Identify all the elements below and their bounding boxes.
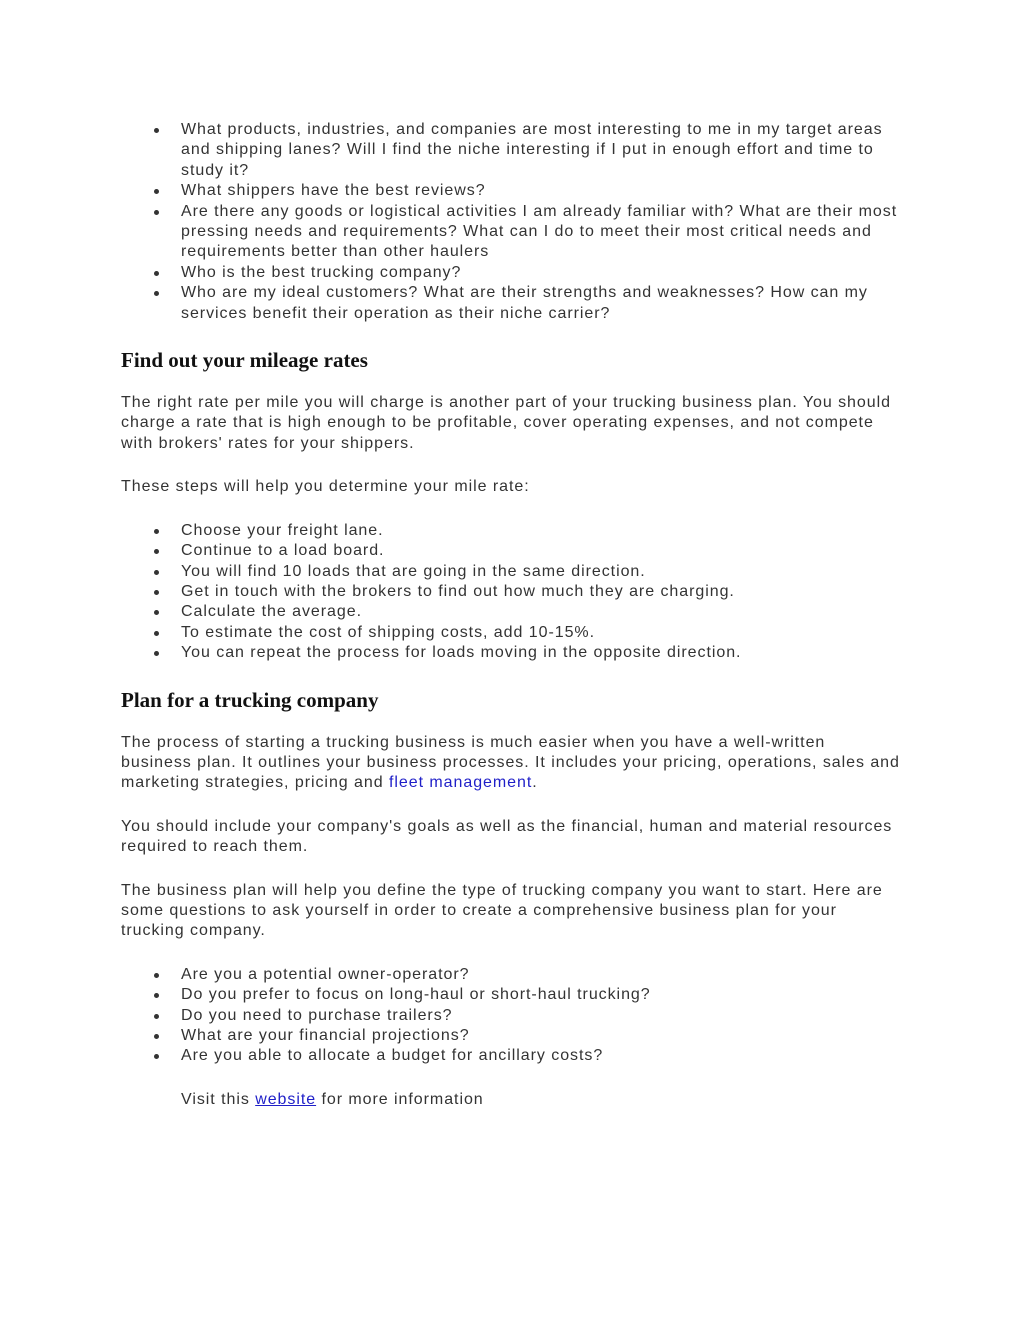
list-item-text: You can repeat the process for loads moving in the opposite direction. xyxy=(181,644,742,662)
list-item xyxy=(121,965,901,985)
list-item xyxy=(121,1046,901,1066)
paragraph-company-goals: You should include your company's goals as well as the financial, human and material resources required to reach them. xyxy=(121,817,893,856)
bullet-icon xyxy=(154,570,159,575)
bullet-icon xyxy=(154,529,159,534)
list-item-text: Calculate the average. xyxy=(181,603,363,621)
list-item-text: What are your financial projections? xyxy=(181,1027,470,1044)
visit-suffix: for more information xyxy=(316,1090,484,1108)
list-item xyxy=(121,541,901,561)
list-item xyxy=(121,120,901,181)
paragraph-text: The process of starting a trucking business is much easier when you have a well-written business plan. It outlines your business processes. It includes your pricing, operations, sales and marketing strategies, pricing and xyxy=(121,733,900,792)
list-item-text: Are you able to allocate a budget for ancillary costs? xyxy=(181,1047,604,1065)
paragraph-define-company: The business plan will help you define the type of trucking company you want to start. Here are some questions to ask yourself in order to create a comprehensive business plan for your trucking company. xyxy=(121,881,883,940)
list-item-text: Do you prefer to focus on long-haul or short-haul trucking? xyxy=(181,986,651,1004)
list-item xyxy=(121,181,901,201)
bullet-icon xyxy=(154,1034,159,1039)
bullet-icon xyxy=(154,291,159,296)
bullet-icon xyxy=(154,128,159,133)
list-item xyxy=(121,1006,901,1026)
list-item xyxy=(121,202,901,263)
list-item-text: To estimate the cost of shipping costs, add 10-15%. xyxy=(181,623,595,641)
list-item-text: Get in touch with the brokers to find out how much they are charging. xyxy=(181,582,735,600)
list-item xyxy=(121,283,901,324)
list-item-text: Choose your freight lane. xyxy=(181,521,384,539)
questions-list-niche xyxy=(121,120,901,324)
list-item xyxy=(121,562,901,582)
list-item-text: What products, industries, and companies are most interesting to me in my target areas and shipping lanes? Will I find the niche interesting if I put in enough effort and time to study it? xyxy=(181,121,883,179)
list-item-text: Are you a potential owner-operator? xyxy=(181,965,470,983)
paragraph-rate-per-mile: The right rate per mile you will charge is another part of your trucking business plan. You should charge a rate that is high enough to be profitable, cover operating expenses, and not compete with brokers' rates for your shippers. xyxy=(121,394,891,452)
list-item-text: Who are my ideal customers? What are their strengths and weaknesses? How can my services benefit their operation as their niche carrier? xyxy=(181,284,868,322)
list-item xyxy=(121,582,901,602)
paragraph-period: . xyxy=(532,774,538,792)
visit-prefix: Visit this xyxy=(181,1090,256,1108)
list-item xyxy=(121,643,901,663)
list-item xyxy=(121,521,901,541)
bullet-icon xyxy=(154,631,159,636)
list-item xyxy=(121,602,901,622)
document-content xyxy=(121,120,901,1110)
bullet-icon xyxy=(154,610,159,615)
list-item-text: What shippers have the best reviews? xyxy=(181,182,486,200)
bullet-icon xyxy=(154,189,159,194)
list-item-text: Continue to a load board. xyxy=(181,542,385,560)
bullet-icon xyxy=(154,590,159,595)
fleet-management-link[interactable]: fleet management xyxy=(388,774,533,792)
list-item xyxy=(121,1026,901,1046)
list-item xyxy=(121,263,901,283)
bullet-icon xyxy=(154,1054,159,1059)
heading-mileage-rates: Find out your mileage rates xyxy=(121,348,368,373)
list-item-text: Are there any goods or logistical activities I am already familiar with? What are their most pressing needs and requirements? What can I do to meet their most critical needs and requirements better than other haulers xyxy=(181,202,898,261)
website-link[interactable]: website xyxy=(255,1090,317,1108)
questions-list-plan xyxy=(121,965,901,1067)
heading-trucking-plan: Plan for a trucking company xyxy=(121,687,379,712)
steps-list-mile-rate xyxy=(121,521,901,664)
bullet-icon xyxy=(154,210,159,215)
list-item xyxy=(121,623,901,643)
paragraph-steps-intro: These steps will help you determine your mile rate: xyxy=(121,478,530,496)
visit-website-line xyxy=(121,1090,901,1110)
bullet-icon xyxy=(154,993,159,998)
bullet-icon xyxy=(154,973,159,978)
list-item-text: Who is the best trucking company? xyxy=(181,263,462,281)
list-item xyxy=(121,985,901,1005)
bullet-icon xyxy=(154,549,159,554)
bullet-icon xyxy=(154,271,159,276)
bullet-icon xyxy=(154,1014,159,1019)
bullet-icon xyxy=(154,651,159,656)
list-item-text: You will find 10 loads that are going in the same direction. xyxy=(181,562,646,580)
list-item-text: Do you need to purchase trailers? xyxy=(181,1006,453,1024)
paragraph-business-plan xyxy=(121,733,901,794)
